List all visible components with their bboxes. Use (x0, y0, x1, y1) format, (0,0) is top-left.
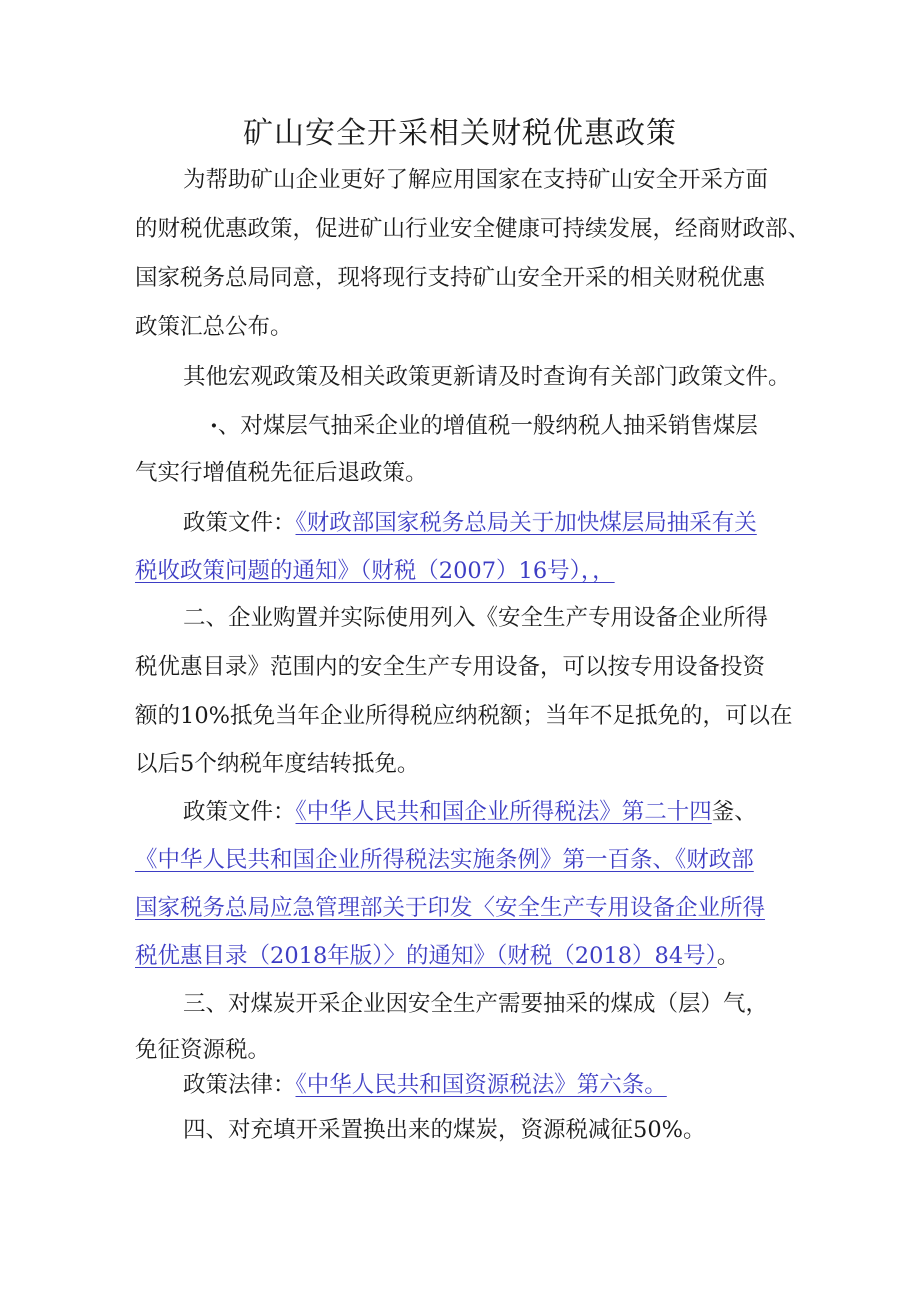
item1-doc-link-cont[interactable]: 税收政策问题的通知》（财税（2007）16号），， (135, 558, 615, 584)
page-title: 矿山安全开采相关财税优惠政策 (243, 116, 677, 151)
item2-doc-end: 。 (716, 943, 740, 969)
item2-doc-link-4[interactable]: 税优惠目录（2018年版）〉的通知》（财税（2018）84号） (135, 943, 717, 969)
intro-line-2: 的财税优惠政策，促进矿山行业安全健康可持续发展，经商财政部、 (135, 216, 811, 242)
item3-doc-label: 政策法律： (183, 1072, 296, 1098)
item1-text: 、对煤层气抽采企业的增值税一般纳税人抽采销售煤层 (217, 413, 758, 439)
item1-doc-label: 政策文件： (183, 510, 296, 536)
item3-doc-line (183, 1068, 667, 1102)
item2-doc-link-2[interactable]: 《中华人民共和国企业所得税法实施条例》第一百条、《财政部 (135, 847, 754, 873)
item2-doc-line-4 (135, 939, 739, 973)
item3-line-1: 三、对煤炭开采企业因安全生产需要抽采的煤成（层）气， (183, 991, 769, 1017)
item2-doc-link-3[interactable]: 国家税务总局应急管理部关于印发〈安全生产专用设备企业所得 (135, 895, 766, 921)
item2-doc-label: 政策文件： (183, 799, 296, 825)
item2-doc-tail: 釜、 (711, 799, 757, 825)
item2-line-4: 以后5个纳税年度结转抵免。 (135, 751, 420, 777)
item1-line-1 (210, 409, 758, 443)
intro-line-1: 为帮助矿山企业更好了解应用国家在支持矿山安全开采方面 (183, 167, 769, 193)
item1-doc-line-1 (183, 506, 757, 540)
item2-doc-line-2 (135, 843, 754, 877)
intro-line-4: 政策汇总公布。 (135, 314, 293, 340)
bullet-marker: · (210, 413, 218, 439)
intro-line-3: 国家税务总局同意，现将现行支持矿山安全开采的相关财税优惠 (135, 265, 766, 291)
item3-line-2: 免征资源税。 (135, 1037, 271, 1063)
item2-line-3: 额的10%抵免当年企业所得税应纳税额；当年不足抵免的，可以在 (135, 703, 793, 729)
item2-line-1: 二、企业购置并实际使用列入《安全生产专用设备企业所得 (183, 605, 769, 631)
item2-doc-line-1 (183, 795, 757, 829)
item4-line-1: 四、对充填开采置换出来的煤炭，资源税减征50%。 (183, 1117, 706, 1143)
item2-doc-link[interactable]: 《中华人民共和国企业所得税法》第二十四 (295, 799, 712, 825)
item1-line-2: 气实行增值税先征后退政策。 (135, 460, 428, 486)
item1-doc-link[interactable]: 《财政部国家税务总局关于加快煤层局抽采有关 (295, 510, 757, 536)
item1-doc-line-2 (135, 554, 615, 588)
item3-doc-link[interactable]: 《中华人民共和国资源税法》第六条。 (295, 1072, 667, 1098)
item2-doc-line-3 (135, 891, 765, 925)
item2-line-2: 税优惠目录》范围内的安全生产专用设备，可以按专用设备投资 (135, 654, 766, 680)
policy-note: 其他宏观政策及相关政策更新请及时查询有关部门政策文件。 (183, 364, 791, 390)
